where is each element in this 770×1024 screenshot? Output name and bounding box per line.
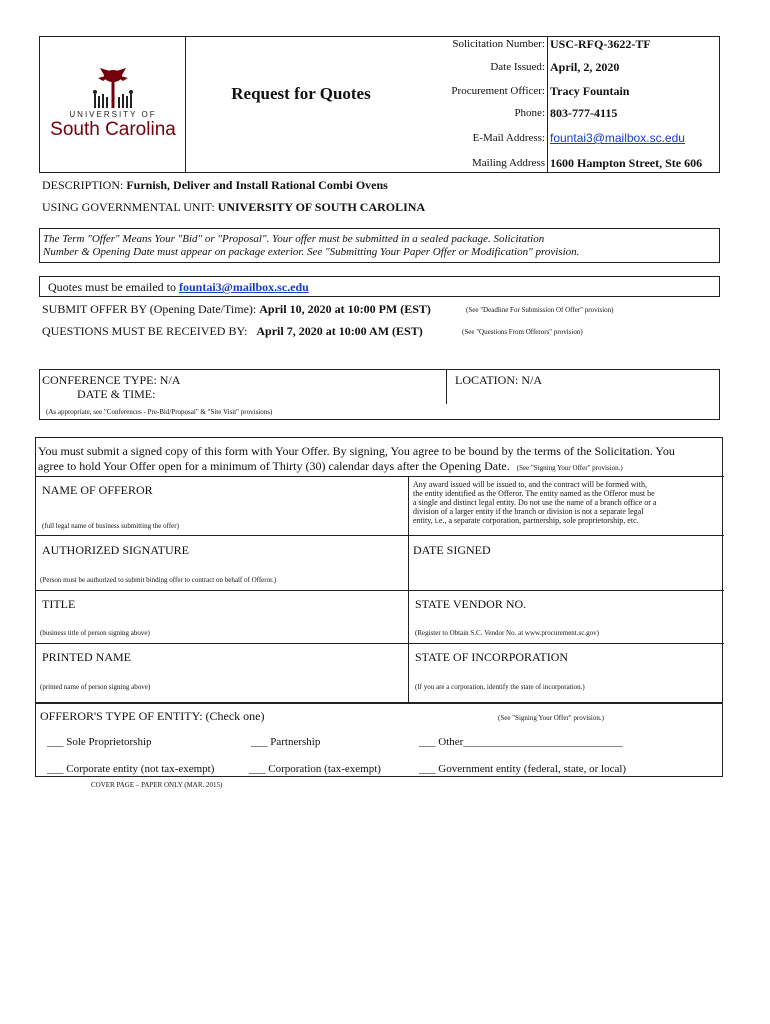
row-divider <box>36 590 724 591</box>
header-field-value: 803-777-4115 <box>550 106 618 120</box>
vendor-no-note: (Register to Obtain S.C. Vendor No. at www.procurement.sc.gov) <box>415 629 599 637</box>
submit-offer-value: April 10, 2020 at 10:00 PM (EST) <box>259 302 431 316</box>
signing-line2-text: agree to hold Your Offer open for a minimum of Thirty (30) calendar days after the Opening Date. <box>38 459 510 473</box>
signing-line2 <box>38 459 623 474</box>
award-text <box>413 480 721 525</box>
questions-note: (See "Questions From Offerors" provision) <box>462 328 583 336</box>
header-divider <box>185 36 186 173</box>
governmental-unit-line <box>42 200 425 215</box>
unit-label: USING GOVERNMENTAL UNIT: <box>42 200 215 214</box>
unit-value: UNIVERSITY OF SOUTH CAROLINA <box>217 200 426 214</box>
conference-note: (As appropriate, see "Conferences - Pre-Bid/Proposal" & "Site Visit" provisions) <box>46 408 273 416</box>
conference-box <box>39 369 720 420</box>
row-divider <box>36 535 724 536</box>
submit-offer-label: SUBMIT OFFER BY (Opening Date/Time): <box>42 302 257 316</box>
email-quotes-line <box>48 280 309 295</box>
questions-line <box>42 324 423 339</box>
printed-name-label: PRINTED NAME <box>42 650 131 664</box>
email-quotes-box <box>39 276 720 297</box>
entity-note: (See "Signing Your Offer" provision.) <box>498 714 604 722</box>
header-divider <box>547 36 548 173</box>
title-field[interactable] <box>42 610 402 628</box>
logo-bottom-text: South Carolina <box>50 119 176 140</box>
footer-text: COVER PAGE – PAPER ONLY (MAR. 2015) <box>91 781 223 789</box>
offeror-name-note: (full legal name of business submitting the offer) <box>42 522 179 530</box>
header-field-label: Solicitation Number: <box>452 38 545 50</box>
signing-note: (See "Signing Your Offer" provision.) <box>516 464 623 472</box>
award-text-line: entity, i.e., a separate corporation, partnership, sole proprietorship, etc. <box>413 516 639 525</box>
submit-offer-line <box>42 302 431 317</box>
email-quotes-link[interactable]: fountai3@mailbox.sc.edu <box>178 280 309 294</box>
vendor-no-label: STATE VENDOR NO. <box>415 597 527 611</box>
header-field-value: USC-RFQ-3622-TF <box>550 37 651 51</box>
award-text-line: division of a larger entity if the branch or division is not a separate legal <box>413 507 644 516</box>
signing-line1: You must submit a signed copy of this form with Your Offer. By signing, You agree to be bound by the terms of the Solicitation. You <box>38 444 675 458</box>
header-field-label: Phone: <box>514 107 545 119</box>
entity-option-corporation-tax-exempt[interactable]: ___ Corporation (tax-exempt) <box>249 763 381 775</box>
questions-value: April 7, 2020 at 10:00 AM (EST) <box>256 324 423 338</box>
university-logo <box>42 66 184 142</box>
row-divider <box>36 476 724 477</box>
incorporation-field[interactable] <box>415 663 720 681</box>
printed-name-field[interactable] <box>42 663 402 681</box>
entity-option-corporate[interactable]: ___ Corporate entity (not tax-exempt) <box>47 763 215 775</box>
entity-option-government[interactable]: ___ Government entity (federal, state, or local) <box>419 763 627 775</box>
printed-name-note: (printed name of person signing above) <box>40 683 151 691</box>
header-field-value: April, 2, 2020 <box>550 60 620 74</box>
incorporation-note: (If you are a corporation, identify the state of incorporation.) <box>415 683 585 691</box>
row-divider <box>36 643 724 644</box>
signature-note: (Person must be authorized to submit binding offer to contract on behalf of Offeror.) <box>40 576 277 584</box>
offeror-name-field[interactable] <box>42 494 402 520</box>
authorized-signature-field[interactable] <box>42 556 402 576</box>
date-signed-field[interactable] <box>413 556 718 586</box>
palmetto-tree-icon <box>42 66 184 110</box>
entity-option-partnership[interactable]: ___ Partnership <box>251 736 321 748</box>
entity-option-other[interactable]: ___ Other_____________________________ <box>419 736 623 748</box>
signing-box <box>35 437 723 703</box>
offer-term-box <box>39 228 720 263</box>
header-field-label: E-Mail Address: <box>472 132 545 144</box>
logo-top-text: UNIVERSITY OF <box>69 110 157 119</box>
title-label: TITLE <box>42 597 76 611</box>
email-quotes-text: Quotes must be emailed to <box>48 280 176 294</box>
description-label: DESCRIPTION: <box>42 178 124 192</box>
entity-label: OFFEROR'S TYPE OF ENTITY: (Check one) <box>40 709 265 723</box>
entity-option-sole-proprietorship[interactable]: ___ Sole Proprietorship <box>47 736 152 748</box>
award-text-line: the entity identified as the Offeror. The entity named as the Offeror must be <box>413 489 655 498</box>
description-line <box>42 178 388 193</box>
date-signed-label: DATE SIGNED <box>413 543 491 557</box>
page-title: Request for Quotes <box>231 84 371 103</box>
submit-offer-note: (See "Deadline For Submission Of Offer" provision) <box>466 306 614 314</box>
conference-location: LOCATION: N/A <box>455 373 542 387</box>
title-note: (business title of person signing above) <box>40 629 150 637</box>
conference-divider <box>446 370 447 404</box>
award-text-line: a single and distinct legal entity. Do not use the name of a branch office or a <box>413 498 657 507</box>
header-field-value: Tracy Fountain <box>550 84 630 98</box>
description-value: Furnish, Deliver and Install Rational Combi Ovens <box>126 178 388 192</box>
vendor-no-field[interactable] <box>415 610 720 628</box>
offer-term-line2: Number & Opening Date must appear on package exterior. See "Submitting Your Paper Offer or Modification" provision. <box>43 246 580 258</box>
header-email-link[interactable]: fountai3@mailbox.sc.edu <box>550 131 685 145</box>
questions-label: QUESTIONS MUST BE RECEIVED BY: <box>42 324 248 338</box>
conference-datetime: DATE & TIME: <box>77 387 156 401</box>
incorporation-label: STATE OF INCORPORATION <box>415 650 569 664</box>
offer-term-line1: The Term "Offer" Means Your "Bid" or "Proposal". Your offer must be submitted in a sealed package. Solicitation <box>43 233 545 245</box>
offeror-name-label: NAME OF OFFEROR <box>42 483 153 497</box>
header-field-label: Procurement Officer: <box>451 85 545 97</box>
entity-box <box>35 703 723 777</box>
header-field-label: Date Issued: <box>490 61 545 73</box>
conference-type: CONFERENCE TYPE: N/A <box>42 373 181 387</box>
award-text-line: Any award issued will be issued to, and the contract will be formed with, <box>413 480 647 489</box>
header-field-value: 1600 Hampton Street, Ste 606 <box>550 156 703 170</box>
header-field-label: Mailing Address <box>471 157 545 169</box>
authorized-signature-label: AUTHORIZED SIGNATURE <box>42 543 189 557</box>
